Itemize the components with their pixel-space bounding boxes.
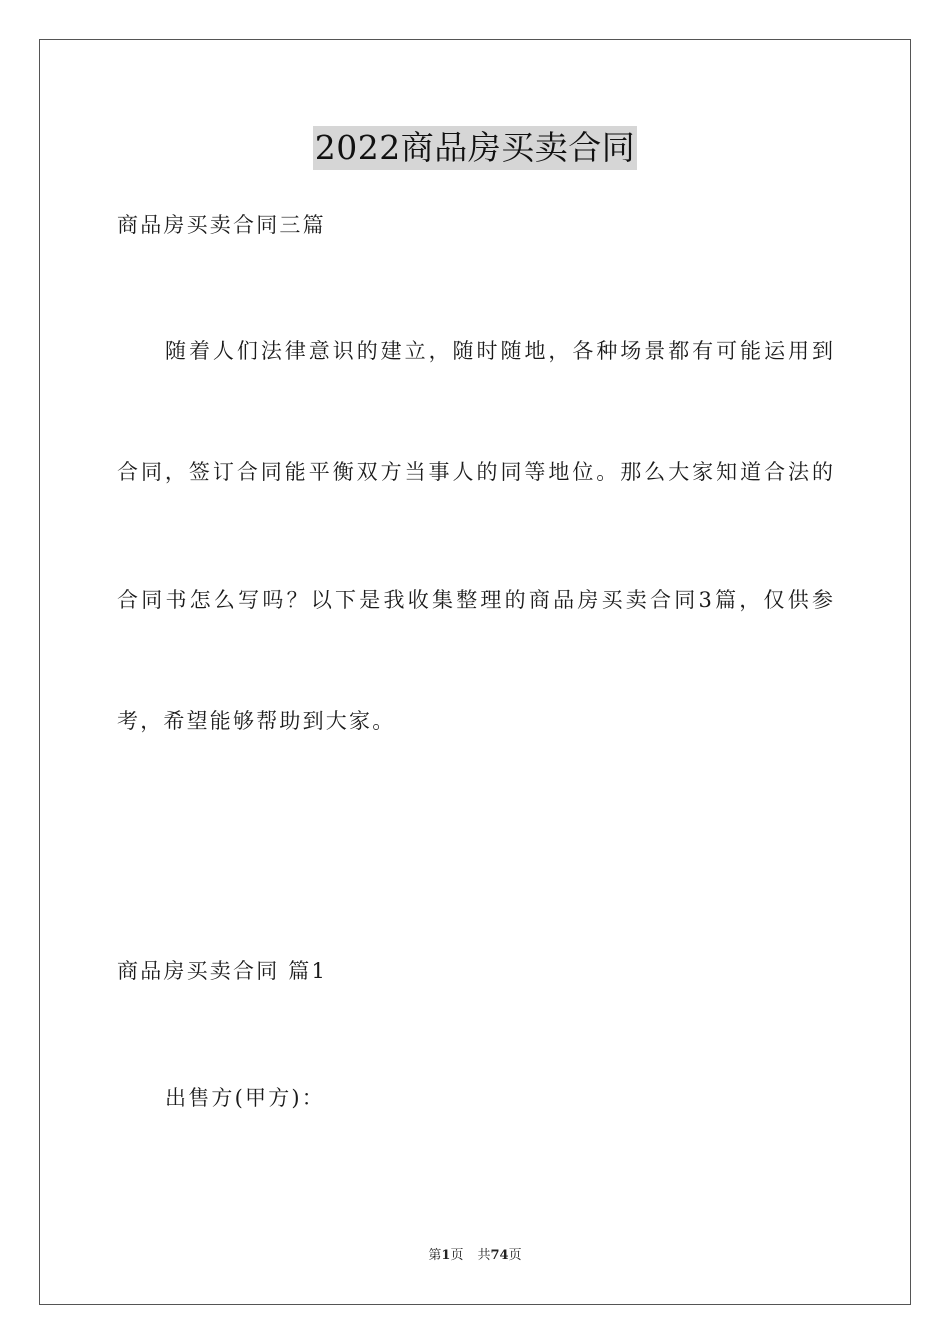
title-container — [0, 126, 950, 170]
footer-page-prefix: 第 — [428, 1248, 442, 1263]
intro-line-2: 合同，签订合同能平衡双方当事人的同等地位。那么大家知道合法的 — [117, 460, 833, 484]
intro-line-4: 考，希望能够帮助到大家。 — [117, 709, 396, 733]
intro-line-3: 合同书怎么写吗？以下是我收集整理的商品房买卖合同3篇，仅供参 — [117, 588, 833, 612]
footer-page-number: 1 — [441, 1248, 451, 1263]
section-heading: 商品房买卖合同 篇1 — [117, 959, 328, 983]
footer-total-suffix: 页 — [508, 1248, 522, 1263]
footer-total-prefix: 共 — [477, 1248, 491, 1263]
seller-label: 出售方(甲方)： — [165, 1086, 325, 1110]
page-footer — [0, 1247, 950, 1265]
document-subtitle: 商品房买卖合同三篇 — [117, 213, 326, 237]
footer-page-suffix: 页 — [450, 1248, 464, 1263]
footer-total-pages: 74 — [490, 1248, 509, 1263]
intro-line-1: 随着人们法律意识的建立，随时随地，各种场景都有可能运用到 — [165, 339, 833, 363]
document-title: 2022商品房买卖合同 — [313, 126, 637, 170]
